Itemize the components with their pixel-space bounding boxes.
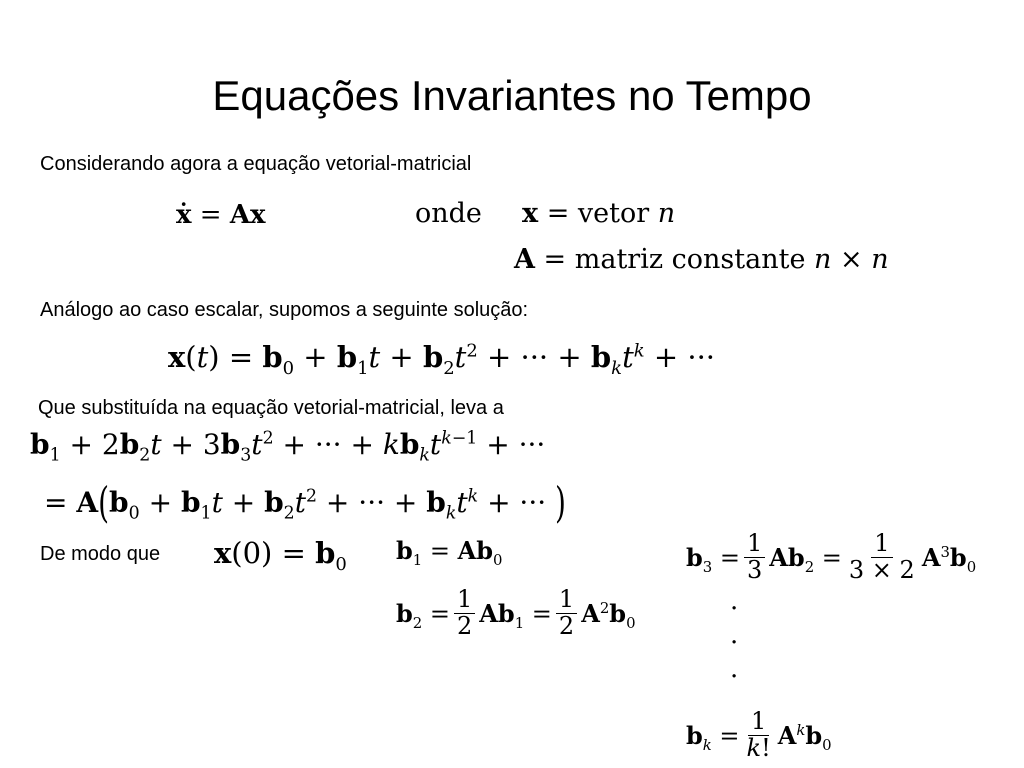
substitution-text: Que substituída na equação vetorial-matricial, leva a [38,397,504,419]
slide-title: Equações Invariantes no Tempo [212,72,812,119]
a-definition: A = matriz constante n × n [514,244,889,275]
matrix-series: = $A(b_0 + b_1t + b_2t^2$ + ··· + $b_kt^k$ + ··· ) [44,477,566,528]
b1-equation: $b_1 = Ab_0$ [396,536,503,569]
b2-equation: $b_2$ = $\frac{1}{2}$ $Ab_1$ = $\frac{1}{2}$ $A^2b_0$ [396,585,636,640]
state-equation: ẋ = Ax [176,200,266,230]
series-solution: $x(t) = b_0 + b_1t + b_2t^2$ + ··· + $b_kt^k$ + ··· [168,340,715,379]
vertical-dots: · · · [730,594,739,692]
b3-equation: $b_3$ = $\frac{1}{3}$ $Ab_2$ = $\frac{1}{3 \times 2}$ $A^3b_0$ [686,529,977,584]
vetor-label: vetor [577,198,650,229]
onde-label: onde [415,198,482,229]
x-definition: x = vetor n [522,198,676,229]
derivative-series: $b_1 + 2b_2t + 3b_3t^2$ + ··· + $kb_kt^{k-1}$ + ··· [30,428,546,466]
bk-equation: $b_k$ = $\frac{1}{k!}$ $A^kb_0$ [686,707,832,762]
therefore-text: De modo que [40,543,161,565]
analogy-text: Análogo ao caso escalar, supomos a seguinte solução: [40,299,529,321]
matriz-label: matriz constante [574,244,806,275]
intro-text: Considerando agora a equação vetorial-matricial [40,153,472,175]
initial-condition: $x(0) = b_0$ [214,536,347,575]
